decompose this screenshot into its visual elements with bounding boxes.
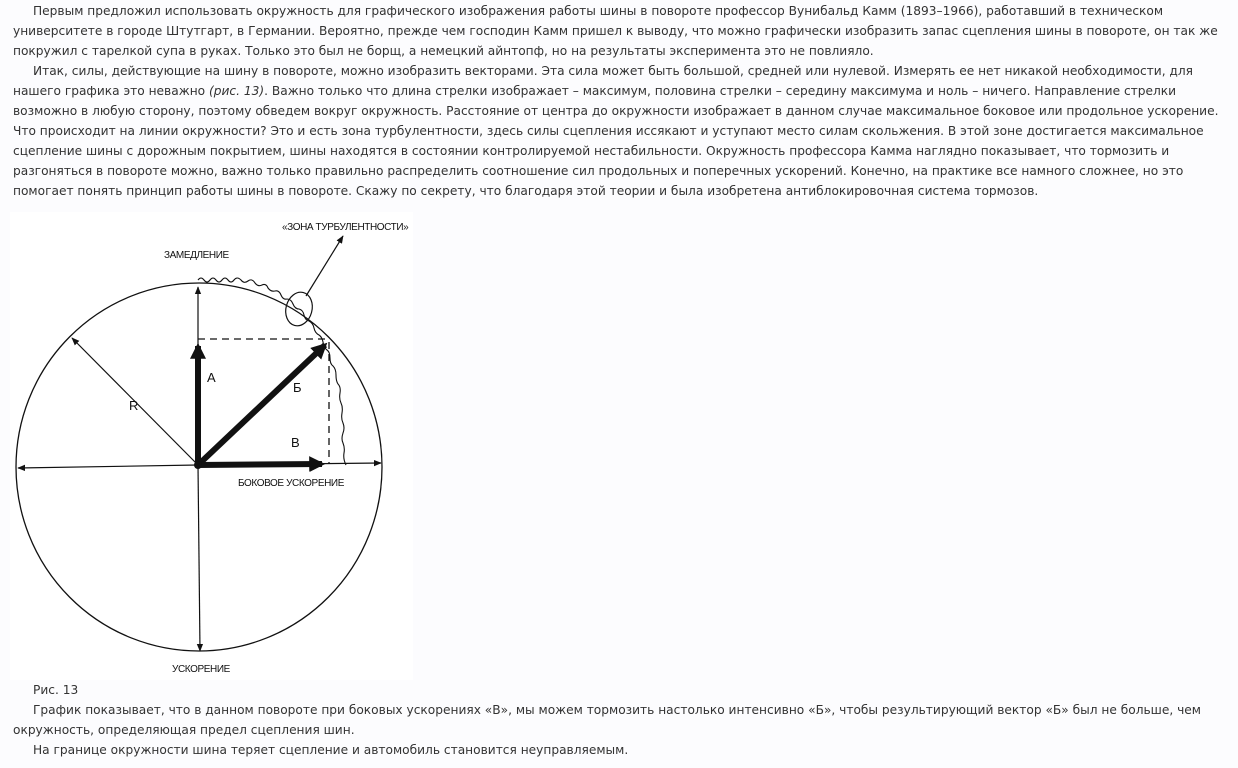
label-vector-a: А [207, 370, 216, 385]
figure-reference: (рис. 13) [209, 84, 265, 98]
axis-left-arrow [18, 465, 198, 468]
paragraph-grip-limit: На границе окружности шина теряет сцепление и автомобиль становится неуправляемым. [33, 743, 629, 757]
paragraph-vectors-part1: Итак, силы, действующие на шину в повороте, можно изобразить векторами. Эта сила может быть большой, средней или нулевой. Измерять ее нет никакой необходимости, для нашего графика это неважно [13, 64, 1193, 98]
article-text-bottom [13, 680, 1233, 760]
kamm-circle-figure [10, 212, 413, 680]
label-turbulence-zone: «ЗОНА ТУРБУЛЕНТНОСТИ» [282, 222, 409, 233]
figure-caption: Рис. 13 [33, 683, 79, 697]
origin-point [194, 461, 202, 469]
paragraph-kamm-history: Первым предложил использовать окружность для графического изображения работы шины в повороте профессор Вунибальд Камм (1893–1966), работавший в техническом университете в городе Штутгарт, в Германии. Вероятно, прежде чем господин Камм пришел к выводу, что можно графически изобразить запас сцепления шины в повороте, он так же покружил с тарелкой супа в руках. Только это был не борщ, а немецкий айнтопф, но на результаты эксперимента это не повлияло. [13, 4, 1218, 58]
label-deceleration: ЗАМЕДЛЕНИЕ [164, 250, 229, 261]
vector-v-lateral [198, 464, 322, 465]
turbulence-pointer-arrow [306, 236, 343, 296]
label-lateral-acceleration: БОКОВОЕ УСКОРЕНИЕ [238, 478, 344, 489]
paragraph-graph-explanation: График показывает, что в данном повороте при боковых ускорениях «В», мы можем тормозить настолько интенсивно «Б», чтобы результирующий вектор «Б» был не больше, чем окружность, определяющая предел сцепления шин. [13, 703, 1201, 737]
label-vector-v: В [291, 435, 300, 450]
paragraph-vectors-part2: . Важно только что длина стрелки изображает – максимум, половина стрелки – середину максимума и ноль – ничего. Направление стрелки возможно в любую сторону, поэтому обведем вокруг окружность. Расстояние от центра до окружности изображает в данном случае максимальное боковое или продольное ускорение. Что происходит на линии окружности? Это и есть зона турбулентности, здесь силы сцепления иссякают и уступают место силам скольжения. В этой зоне достигается максимальное сцепление шины с дорожным покрытием, шины находятся в состоянии контролируемой нестабильности. Окружность профессора Камма наглядно показывает, что тормозить и разгоняться в повороте можно, важно только правильно распределить соотношение сил продольных и поперечных ускорений. Конечно, на практике все намного сложнее, но это помогает понять принцип работы шины в повороте. Скажу по секрету, что благодаря этой теории и была изобретена антиблокировочная система тормозов. [13, 84, 1219, 198]
label-vector-b: Б [293, 380, 302, 395]
label-radius: R [129, 398, 139, 413]
axis-acceleration-arrow [198, 465, 200, 651]
label-acceleration: УСКОРЕНИЕ [172, 664, 230, 675]
turbulence-wavy-line [198, 278, 346, 465]
vector-b-resultant [198, 345, 325, 465]
